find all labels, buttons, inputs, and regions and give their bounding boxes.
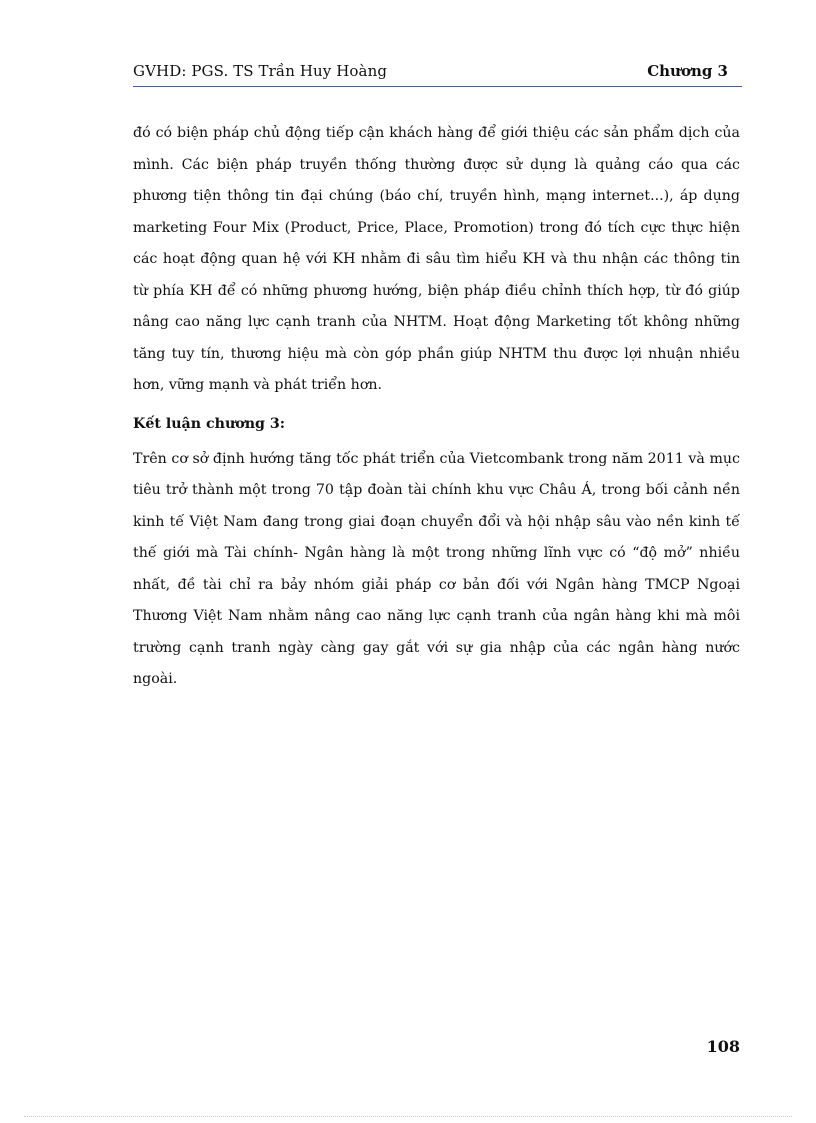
page-number: 108 <box>706 1037 740 1056</box>
page-content <box>133 118 740 696</box>
section-heading: Kết luận chương 3: <box>133 415 286 432</box>
body-paragraph-1: đó có biện pháp chủ động tiếp cận khách hàng để giới thiệu các sản phẩm dịch của mình. Các biện pháp truyền thống thường được sử dụng là quảng cáo qua các phương tiện thông tin đại chúng (báo chí, truyền hình, mạng internet...), áp dụng marketing Four Mix (Product, Price, Place, Promotion) trong đó tích cực thực hiện các hoạt động quan hệ với KH nhằm đi sâu tìm hiểu KH và thu nhận các thông tin từ phía KH để có những phương hướng, biện pháp điều chỉnh thích hợp, từ đó giúp nâng cao năng lực cạnh tranh của NHTM. Hoạt động Marketing tốt không những tăng tuy tín, thương hiệu mà còn góp phần giúp NHTM thu được lợi nhuận nhiều hơn, vững mạnh và phát triển hơn. <box>133 125 740 393</box>
body-paragraph-2: Trên cơ sở định hướng tăng tốc phát triển của Vietcombank trong năm 2011 và mục tiêu trở thành một trong 70 tập đoàn tài chính khu vực Châu Á, trong bối cảnh nền kinh tế Việt Nam đang trong giai đoạn chuyển đổi và hội nhập sâu vào nền kinh tế thế giới mà Tài chính- Ngân hàng là một trong những lĩnh vực có “độ mở” nhiều nhất, đề tài chỉ ra bảy nhóm giải pháp cơ bản đối với Ngân hàng TMCP Ngoại Thương Việt Nam nhằm nâng cao năng lực cạnh tranh của ngân hàng khi mà môi trường cạnh tranh ngày càng gay gắt với sự gia nhập của các ngân hàng nước ngoài. <box>133 450 740 687</box>
header-chapter: Chương 3 <box>647 62 728 80</box>
footer-divider <box>24 1116 792 1117</box>
header-advisor: GVHD: PGS. TS Trần Huy Hoàng <box>133 62 388 80</box>
page-header <box>133 60 742 87</box>
